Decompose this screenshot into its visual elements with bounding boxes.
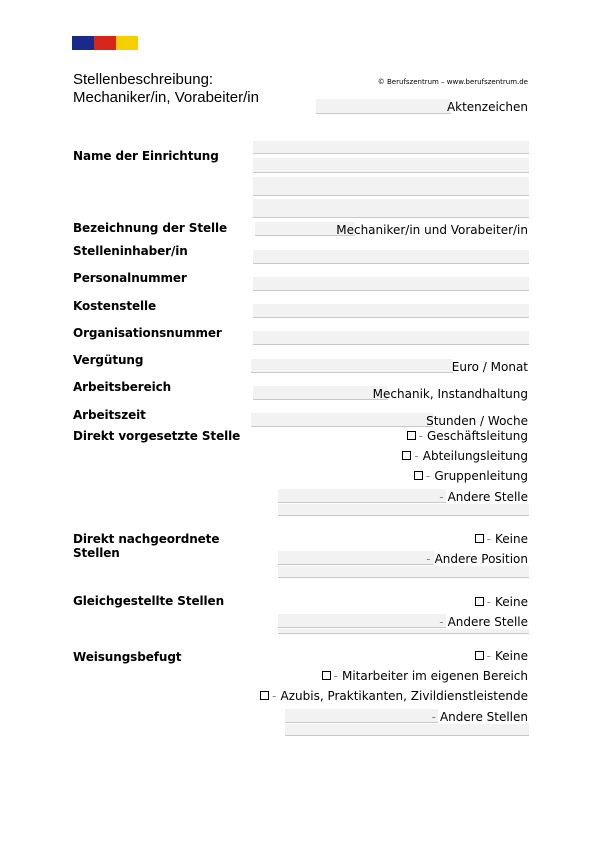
other-label-text: Andere Position xyxy=(434,552,528,566)
einrichtung-field-2[interactable] xyxy=(253,158,529,173)
vorgesetzte-label: Direkt vorgesetzte Stelle xyxy=(73,429,241,443)
vorgesetzte-other-label xyxy=(439,490,528,504)
kostenstelle-label: Kostenstelle xyxy=(73,299,157,313)
weisung-other-label xyxy=(432,710,528,724)
arbeitsbereich-label: Arbeitsbereich xyxy=(73,380,172,394)
page-title-line1: Stellenbeschreibung: xyxy=(73,71,214,88)
vorgesetzte-extra-field[interactable] xyxy=(278,504,529,516)
brand-stripe-red xyxy=(94,36,116,50)
option-weisung-mitarbeiter[interactable] xyxy=(322,669,528,683)
other-label-text: Andere Stellen xyxy=(439,710,528,724)
gleichgestellte-other-field[interactable] xyxy=(278,614,446,628)
einrichtung-field-4[interactable] xyxy=(253,199,529,218)
arbeitsbereich-field[interactable] xyxy=(253,386,388,400)
personalnummer-label: Personalnummer xyxy=(73,271,187,285)
einrichtung-field-1[interactable] xyxy=(253,141,529,154)
file-ref-input[interactable] xyxy=(316,99,451,114)
option-label: Azubis, Praktikanten, Zivildienstleistende xyxy=(280,689,528,703)
brand-stripe-yellow xyxy=(116,36,138,50)
weisung-other-field[interactable] xyxy=(285,709,438,723)
option-label: Mitarbeiter im eigenen Bereich xyxy=(341,669,528,683)
nachgeordnete-other-label xyxy=(426,552,528,566)
checkbox-icon[interactable] xyxy=(475,651,484,660)
checkbox-icon[interactable] xyxy=(260,691,269,700)
dash-separator: - xyxy=(431,710,436,724)
checkbox-icon[interactable] xyxy=(475,534,484,543)
verguetung-field[interactable] xyxy=(251,359,453,373)
einrichtung-field-3[interactable] xyxy=(253,177,529,196)
checkbox-icon[interactable] xyxy=(407,431,416,440)
option-nachgeordnete-keine[interactable] xyxy=(475,532,528,546)
dash-separator: - xyxy=(418,429,423,443)
personalnummer-field[interactable] xyxy=(253,277,529,291)
bezeichnung-value: Mechaniker/in und Vorabeiter/in xyxy=(336,223,528,237)
checkbox-icon[interactable] xyxy=(402,451,411,460)
inhaber-label: Stelleninhaber/in xyxy=(73,244,188,258)
dash-separator: - xyxy=(486,532,492,546)
organisationsnummer-label: Organisationsnummer xyxy=(73,326,222,340)
option-geschaeftsleitung[interactable] xyxy=(407,429,528,443)
option-weisung-keine[interactable] xyxy=(475,649,528,663)
dash-separator: - xyxy=(426,552,431,566)
file-ref-label: Aktenzeichen xyxy=(446,100,528,114)
page-title-line2: Mechaniker/in, Vorabeiter/in xyxy=(73,89,259,106)
dash-separator: - xyxy=(426,469,431,483)
vorgesetzte-other-field[interactable] xyxy=(278,489,446,503)
checkbox-icon[interactable] xyxy=(322,671,331,680)
option-label: Keine xyxy=(495,595,528,609)
option-label: Abteilungsleitung xyxy=(422,449,528,463)
verguetung-unit: Euro / Monat xyxy=(451,360,528,374)
copyright-notice: © Berufszentrum – www.berufszentrum.de xyxy=(377,78,528,86)
arbeitszeit-label: Arbeitszeit xyxy=(73,408,146,422)
option-label: Keine xyxy=(495,649,528,663)
dash-separator: - xyxy=(486,595,492,609)
arbeitszeit-unit: Stunden / Woche xyxy=(426,414,528,428)
dash-separator: - xyxy=(486,649,492,663)
dash-separator: - xyxy=(414,449,419,463)
nachgeordnete-label-line1: Direkt nachgeordnete xyxy=(73,532,220,546)
arbeitszeit-field[interactable] xyxy=(251,413,433,427)
other-label-text: Andere Stelle xyxy=(447,615,528,629)
nachgeordnete-other-field[interactable] xyxy=(278,551,434,565)
bezeichnung-label: Bezeichnung der Stelle xyxy=(73,221,228,235)
organisationsnummer-field[interactable] xyxy=(253,331,529,345)
option-weisung-azubis[interactable] xyxy=(260,689,528,703)
arbeitsbereich-value: Mechanik, Instandhaltung xyxy=(372,387,528,401)
einrichtung-label: Name der Einrichtung xyxy=(73,149,219,163)
option-gleichgestellte-keine[interactable] xyxy=(475,595,528,609)
inhaber-field[interactable] xyxy=(253,250,529,264)
weisung-extra-field[interactable] xyxy=(285,724,529,736)
dash-separator: - xyxy=(439,615,444,629)
kostenstelle-field[interactable] xyxy=(253,304,529,318)
checkbox-icon[interactable] xyxy=(475,597,484,606)
dash-separator: - xyxy=(272,689,277,703)
nachgeordnete-extra-field[interactable] xyxy=(278,566,529,578)
option-abteilungsleitung[interactable] xyxy=(402,449,528,463)
option-label: Keine xyxy=(495,532,528,546)
verguetung-label: Vergütung xyxy=(73,353,144,367)
dash-separator: - xyxy=(333,669,338,683)
dash-separator: - xyxy=(439,490,444,504)
option-label: Geschäftsleitung xyxy=(426,429,528,443)
checkbox-icon[interactable] xyxy=(414,471,423,480)
nachgeordnete-label-line2: Stellen xyxy=(73,546,120,560)
weisung-label: Weisungsbefugt xyxy=(73,650,182,664)
gleichgestellte-extra-field[interactable] xyxy=(278,629,529,634)
option-gruppenleitung[interactable] xyxy=(414,469,528,483)
option-label: Gruppenleitung xyxy=(434,469,528,483)
gleichgestellte-label: Gleichgestellte Stellen xyxy=(73,594,225,608)
gleichgestellte-other-label xyxy=(439,615,528,629)
brand-stripe-blue xyxy=(72,36,94,50)
other-label-text: Andere Stelle xyxy=(447,490,528,504)
